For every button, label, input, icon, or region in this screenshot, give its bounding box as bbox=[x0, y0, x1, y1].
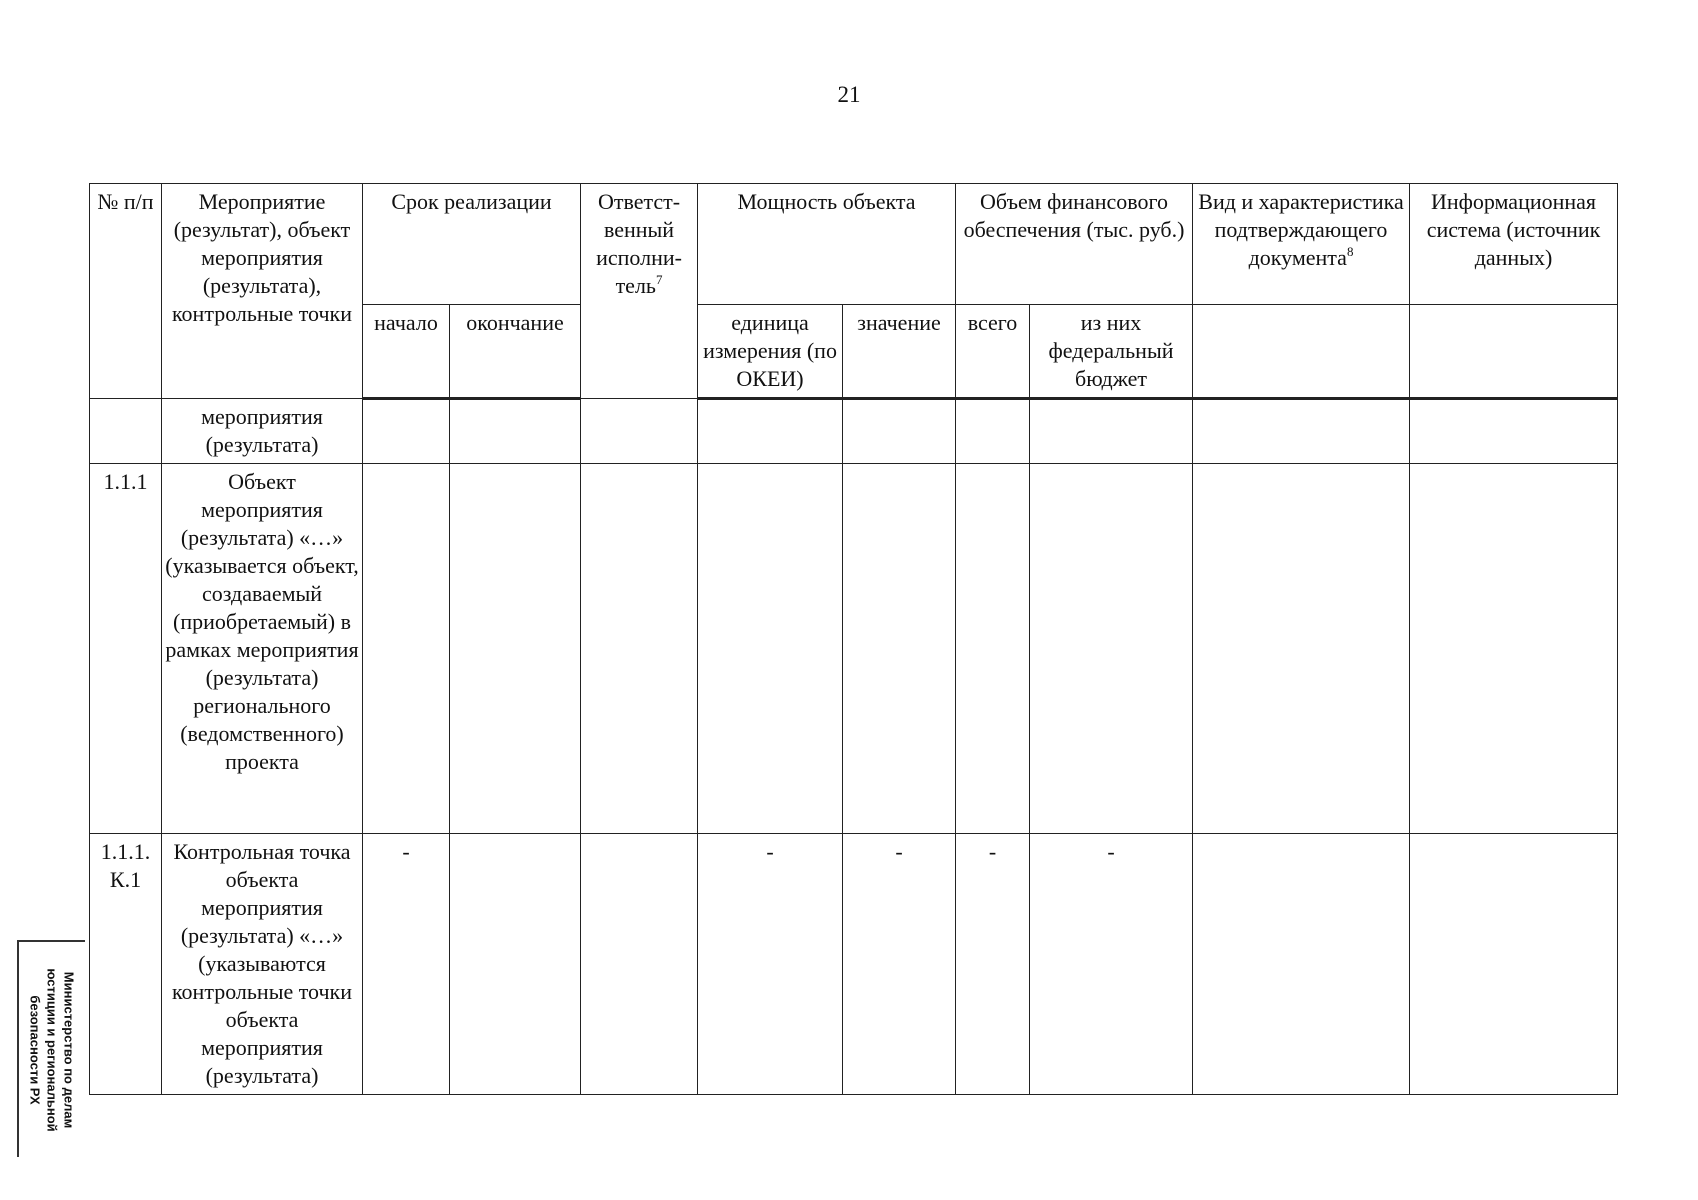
row-federal: - bbox=[1030, 834, 1193, 1095]
header-row-top bbox=[90, 184, 1618, 305]
row-start bbox=[363, 464, 450, 834]
header-responsible bbox=[581, 184, 698, 399]
row-total bbox=[956, 464, 1030, 834]
row-value bbox=[843, 464, 956, 834]
row-num: 1.1.1 bbox=[90, 464, 162, 834]
table-row bbox=[90, 834, 1618, 1095]
row-info bbox=[1410, 464, 1618, 834]
row-start: - bbox=[363, 834, 450, 1095]
row-end bbox=[450, 834, 581, 1095]
row-event: Объект мероприятия (результата) «…» (указывается объект, создаваемый (приобретаемый) в рамках мероприятия (результата) регионального (ведомственного) проекта bbox=[162, 464, 363, 834]
stamp-line: безопасности РХ bbox=[27, 994, 43, 1105]
header-period-end: окончание bbox=[450, 305, 581, 399]
table-row bbox=[90, 464, 1618, 834]
header-doc-type bbox=[1193, 184, 1410, 305]
header-period: Срок реализации bbox=[363, 184, 581, 305]
ministry-stamp bbox=[17, 940, 85, 1157]
row-doc bbox=[1193, 834, 1410, 1095]
header-capacity-value: значение bbox=[843, 305, 956, 399]
row-responsible bbox=[581, 834, 698, 1095]
header-doc-type-empty bbox=[1193, 305, 1410, 399]
header-capacity: Мощность объекта bbox=[698, 184, 956, 305]
header-responsible-text: Ответст- венный исполни- тель bbox=[596, 189, 682, 298]
row-doc bbox=[1193, 464, 1410, 834]
header-funding: Объем финансового обеспечения (тыс. руб.) bbox=[956, 184, 1193, 305]
row-federal bbox=[1030, 399, 1193, 464]
row-unit bbox=[698, 399, 843, 464]
footnote-8-marker: 8 bbox=[1346, 244, 1354, 259]
header-capacity-unit: единица измерения (по ОКЕИ) bbox=[698, 305, 843, 399]
header-funding-federal: из них федеральный бюджет bbox=[1030, 305, 1193, 399]
row-unit: - bbox=[698, 834, 843, 1095]
row-value: - bbox=[843, 834, 956, 1095]
page-number: 21 bbox=[837, 82, 861, 107]
header-event: Мероприятие (результат), объект мероприятия (результата), контрольные точки bbox=[162, 184, 363, 399]
header-num: № п/п bbox=[90, 184, 162, 399]
header-period-start: начало bbox=[363, 305, 450, 399]
row-responsible bbox=[581, 464, 698, 834]
stamp-line: Министерство по делам bbox=[61, 971, 77, 1128]
row-num: 1.1.1. К.1 bbox=[90, 834, 162, 1095]
row-end bbox=[450, 464, 581, 834]
activities-table bbox=[89, 183, 1618, 1095]
row-value bbox=[843, 399, 956, 464]
row-end bbox=[450, 399, 581, 464]
table-row bbox=[90, 399, 1618, 464]
header-doc-type-text: Вид и характеристика подтверждающего документа bbox=[1198, 189, 1404, 270]
ministry-stamp-text bbox=[27, 947, 78, 1152]
header-info-system: Информационная система (источник данных) bbox=[1410, 184, 1618, 305]
row-event: Контрольная точка объекта мероприятия (результата) «…» (указываются контрольные точки объекта мероприятия (результата) bbox=[162, 834, 363, 1095]
footnote-7-marker: 7 bbox=[655, 272, 663, 287]
header-funding-total: всего bbox=[956, 305, 1030, 399]
row-event: мероприятия (результата) bbox=[162, 399, 363, 464]
row-total bbox=[956, 399, 1030, 464]
row-info bbox=[1410, 399, 1618, 464]
row-federal bbox=[1030, 464, 1193, 834]
row-responsible bbox=[581, 399, 698, 464]
row-unit bbox=[698, 464, 843, 834]
stamp-line: юстиции и региональной bbox=[44, 967, 60, 1132]
row-doc bbox=[1193, 399, 1410, 464]
row-num bbox=[90, 399, 162, 464]
row-total: - bbox=[956, 834, 1030, 1095]
row-info bbox=[1410, 834, 1618, 1095]
row-start bbox=[363, 399, 450, 464]
header-info-system-empty bbox=[1410, 305, 1618, 399]
